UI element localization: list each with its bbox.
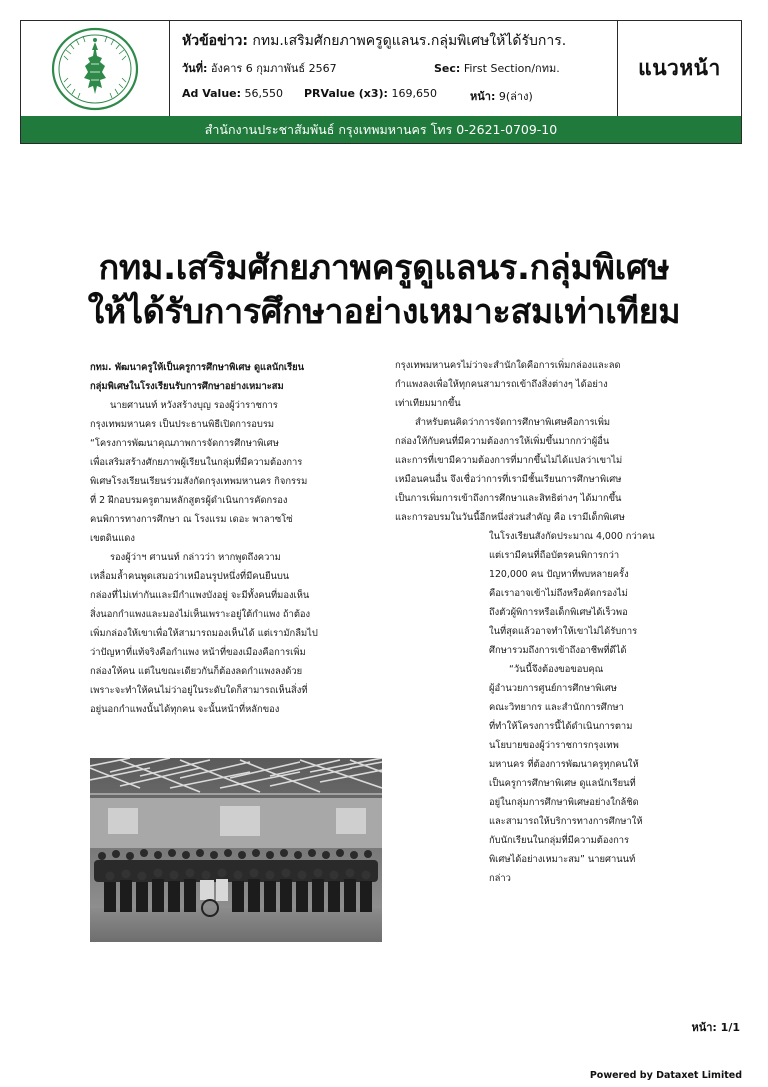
paragraph-line: ในที่สุดแล้วอาจทำให้เขาไม่ได้รับการ	[489, 626, 638, 637]
paragraph-line: พิเศษโรงเรียนเรียนร่วมสังกัดกรุงเทพมหานคร กิจกรรม	[90, 476, 308, 487]
paragraph-line: นายศานนท์ หวังสร้างบุญ รองผู้ว่าราชการ	[110, 400, 278, 411]
paragraph-line: กำแพงลงเพื่อให้ทุกคนสามารถเข้าถึงสิ่งต่างๆ ได้อย่าง	[395, 379, 608, 390]
paragraph-line: กรุงเทพมหานครไม่ว่าจะสำนักใดคือการเพิ่มกล่องและลด	[395, 360, 621, 371]
section-info	[434, 59, 560, 77]
bma-seal-icon	[50, 26, 140, 112]
news-clipping-header	[20, 20, 742, 144]
agency-contact-text: สำนักงานประชาสัมพันธ์ กรุงเทพมหานคร โทร 0-2621-0709-10	[204, 121, 558, 137]
bma-logo	[21, 21, 170, 116]
paragraph-line: กลุ่มพิเศษในโรงเรียนรับการศึกษาอย่างเหมาะสม	[90, 381, 284, 392]
paragraph-line: เป็นการเพิ่มการเข้าถึงการศึกษาและสิทธิต่างๆ ได้มากขึ้น	[395, 493, 622, 504]
paragraph-line: กล่องให้กับคนที่มีความต้องการให้เพิ่มขึ้นมากกว่าผู้อื่น	[395, 436, 610, 447]
paragraph-line: เหมือนคนอื่น จึงเชื่อว่าการที่เรามีชั้นเรียนการศึกษาพิเศษ	[395, 474, 622, 485]
paragraph-line: แต่เรามีคนที่ถือบัตรคนพิการกว่า	[489, 550, 620, 561]
ad-value: 56,550	[244, 87, 284, 100]
article-column-left	[90, 358, 386, 719]
paragraph-line: กล่องที่ไม่เท่ากันและมีกำแพงบังอยู่ จะมีทั้งคนที่มองเห็น	[90, 590, 310, 601]
headline-row	[182, 30, 566, 52]
paragraph-line: กรุงเทพมหานคร เป็นประธานพิธีเปิดการอบรม	[90, 419, 275, 430]
paragraph-line: และการที่เขามีความต้องการที่มากขึ้นไม่ได้แปลว่าเขาไม่	[395, 455, 623, 466]
date-row	[182, 59, 610, 77]
paragraph-line: กล่องให้คน แต่ในขณะเดียวกันก็ต้องลดกำแพงลงด้วย	[90, 666, 303, 677]
headline-value: กทม.เสริมศักยภาพครูดูแลนร.กลุ่มพิเศษให้ได้รับการ.	[252, 33, 567, 49]
paragraph-line: ผู้อำนวยการศูนย์การศึกษาพิเศษ	[489, 683, 617, 694]
paragraph-line: เพื่อเสริมสร้างศักยภาพผู้เรียนในกลุ่มที่มีความต้องการ	[90, 457, 303, 468]
paragraph-line: คนพิการทางการศึกษา ณ โรงแรม เดอะ พาลาซโซ่	[90, 514, 293, 525]
headline-label: หัวข้อข่าว:	[182, 33, 248, 49]
paragraph-line: รองผู้ว่าฯ ศานนท์ กล่าวว่า หากพูดถึงความ	[110, 552, 281, 563]
paragraph-line: นโยบายของผู้ว่าราชการกรุงเทพ	[489, 740, 619, 751]
paragraph-line: คือเราอาจเข้าไม่ถึงหรือคัดกรองไม่	[489, 588, 628, 599]
article-headline	[0, 246, 768, 334]
group-photo-image	[90, 758, 382, 942]
clipping-metadata	[170, 21, 619, 116]
headline-line-1: กทม.เสริมศักยภาพครูดูแลนร.กลุ่มพิเศษ	[98, 248, 670, 288]
paragraph-line: สิ่งนอกกำแพงและมองไม่เห็นเพราะอยู่ใต้กำแพง ถ้าต้อง	[90, 609, 311, 620]
paragraph-line: กล่าว	[489, 873, 511, 884]
paragraph-line: “โครงการพัฒนาคุณภาพการจัดการศึกษาพิเศษ	[90, 438, 279, 449]
ad-value-group	[182, 87, 283, 100]
paragraph-line: เหลื่อมล้ำคนพูดเสมอว่าเหมือนรูปหนึ่งที่มีคนยืนบน	[90, 571, 290, 582]
paragraph-line: ถึงตัวผู้พิการหรือเด็กพิเศษได้เร็วพอ	[489, 607, 628, 618]
paragraph-line: เพราะจะทำให้คนไม่ว่าอยู่ในระดับใดก็สามารถเห็นสิ่งที่	[90, 685, 308, 696]
ad-value-label: Ad Value:	[182, 87, 242, 100]
page-number: หน้า: 1/1	[691, 1021, 740, 1034]
paragraph-line: กทม. พัฒนาครูให้เป็นครูการศึกษาพิเศษ ดูแลนักเรียน	[90, 362, 305, 373]
paragraph-line: ในโรงเรียนสังกัดประมาณ 4,000 กว่าคน	[489, 531, 655, 542]
powered-by-text: Powered by Dataxet Limited	[589, 1070, 742, 1081]
paragraph-line: “วันนี้จึงต้องขอขอบคุณ	[509, 664, 604, 675]
paragraph-line: ศึกษารวมถึงการเข้าถึงอาชีพที่ดีได้	[489, 645, 627, 656]
paragraph-line: เพิ่มกล่องให้เขาเพื่อให้สามารถมองเห็นได้ แต่เรามักลืมไป	[90, 628, 318, 639]
paragraph-line: พิเศษได้อย่างเหมาะสม” นายศานนท์	[489, 854, 636, 865]
publication-name-box	[617, 21, 741, 116]
paragraph-line: อยู่ในกลุ่มการศึกษาพิเศษอย่างใกล้ชิด	[489, 797, 639, 808]
paragraph-line: เป็นครูการศึกษาพิเศษ ดูแลนักเรียนที่	[489, 778, 636, 789]
paragraph-line: ว่าปัญหาที่แท้จริงคือกำแพง หน้าที่ของเมืองคือการเพิ่ม	[90, 647, 306, 658]
paragraph-line: และสามารถให้บริการทางการศึกษาให้	[489, 816, 643, 827]
group-photo	[90, 758, 382, 942]
paragraph-line: สำหรับตนคิดว่าการจัดการศึกษาพิเศษคือการเพิ่ม	[415, 417, 611, 428]
agency-contact-bar	[21, 116, 741, 143]
page-value: 9(ล่าง)	[498, 90, 533, 103]
pr-value-group	[304, 87, 437, 100]
date-value: อังคาร 6 กุมภาพันธ์ 2567	[210, 62, 337, 75]
sec-label: Sec:	[434, 62, 461, 75]
paragraph-line: มหานคร ที่ต้องการพัฒนาครูทุกคนให้	[489, 759, 639, 770]
paragraph-line: เขตดินแดง	[90, 533, 135, 544]
paragraph-line: กับนักเรียนในกลุ่มที่มีความต้องการ	[489, 835, 630, 846]
value-row	[182, 87, 610, 103]
pr-value: 169,650	[391, 87, 437, 100]
page-group	[470, 87, 533, 105]
paragraph-line: ที่ทำให้โครงการนี้ได้ดำเนินการตาม	[489, 721, 633, 732]
paragraph-line: อยู่นอกกำแพงนั้นได้ทุกคน จะนั้นหน้าที่หลักของ	[90, 704, 280, 715]
paragraph-line: ที่ 2 ฝึกอบรมครูตามหลักสูตรผู้ดำเนินการคัดกรอง	[90, 495, 288, 506]
paragraph-line: 120,000 คน ปัญหาที่พบหลายครั้ง	[489, 569, 629, 580]
paragraph-line: คณะวิทยากร และสำนักการศึกษา	[489, 702, 624, 713]
pr-value-label: PRValue (x3):	[304, 87, 388, 100]
headline-line-2: ให้ได้รับการศึกษาอย่างเหมาะสมเท่าเทียม	[87, 292, 681, 332]
paragraph-line: และการอบรมในวันนี้อีกหนึ่งส่วนสำคัญ คือ เรามีเด็กพิเศษ	[395, 512, 625, 523]
article-column-right	[395, 356, 729, 888]
page-label: หน้า:	[470, 90, 496, 103]
paragraph-line: เท่าเทียมมากขึ้น	[395, 398, 461, 409]
date-label: วันที่:	[182, 62, 208, 75]
publication-name: แนวหน้า	[638, 56, 721, 80]
sec-value: First Section/กทม.	[463, 62, 560, 75]
